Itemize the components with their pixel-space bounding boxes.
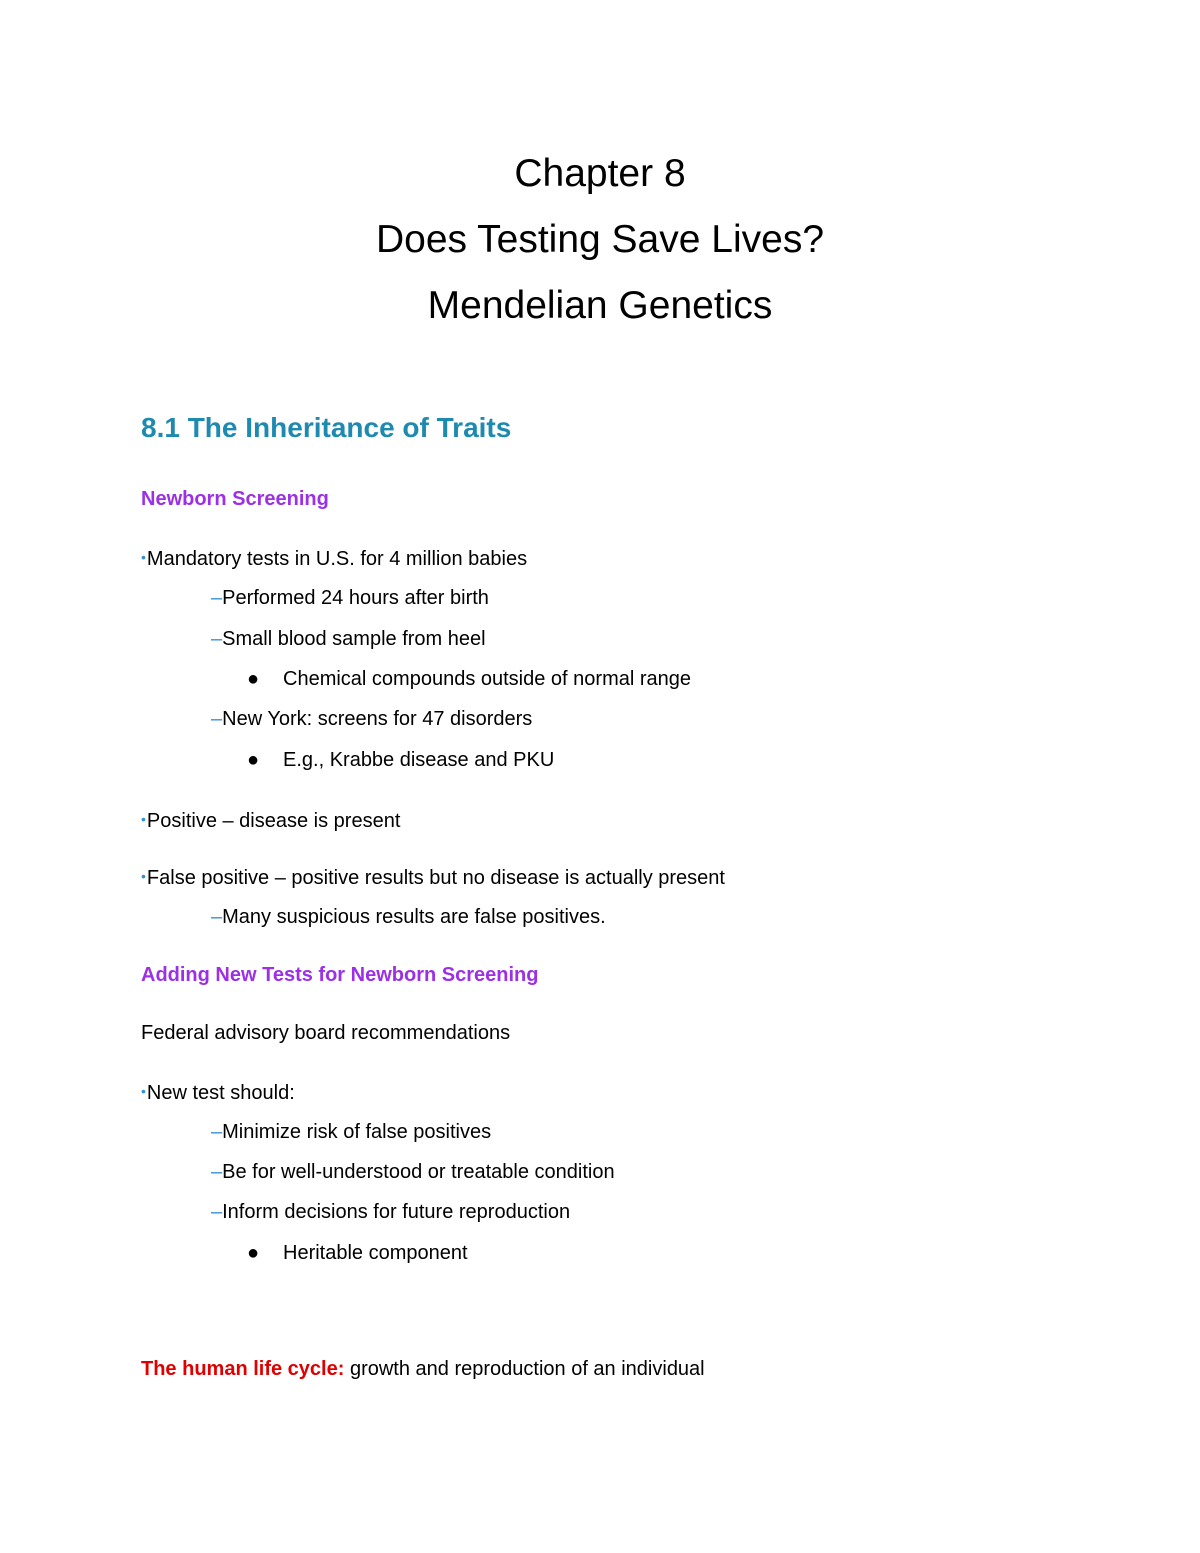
- list-item: •Positive – disease is present: [141, 810, 401, 832]
- newborn-screening-heading: Newborn Screening: [141, 488, 329, 510]
- list-item: •Mandatory tests in U.S. for 4 million babies: [141, 548, 528, 570]
- list-item: •New test should:: [141, 1082, 295, 1104]
- dash-marker: –: [211, 1201, 223, 1223]
- list-item: –Performed 24 hours after birth: [211, 587, 489, 609]
- bullet-marker: •: [141, 868, 146, 884]
- adding-tests-heading: Adding New Tests for Newborn Screening: [141, 964, 539, 986]
- chapter-topic: Mendelian Genetics: [427, 284, 773, 327]
- section-heading: 8.1 The Inheritance of Traits: [141, 412, 512, 443]
- list-item: ● Chemical compounds outside of normal range: [247, 668, 691, 690]
- list-item: –Be for well-understood or treatable condition: [211, 1161, 615, 1183]
- bullet-dot: ●: [247, 1242, 260, 1264]
- paragraph: Federal advisory board recommendations: [141, 1022, 511, 1044]
- list-item: –Many suspicious results are false positives.: [211, 906, 606, 928]
- list-item: –New York: screens for 47 disorders: [211, 708, 533, 730]
- dash-marker: –: [211, 1121, 223, 1143]
- dash-marker: –: [211, 1161, 223, 1183]
- life-cycle-text: growth and reproduction of an individual: [344, 1358, 705, 1380]
- list-item: ● E.g., Krabbe disease and PKU: [247, 749, 555, 771]
- dash-marker: –: [211, 587, 223, 609]
- list-item: –Inform decisions for future reproduction: [211, 1201, 571, 1223]
- bullet-marker: •: [141, 1083, 146, 1099]
- chapter-title: Chapter 8: [514, 152, 686, 195]
- life-cycle-term: The human life cycle:: [141, 1358, 345, 1380]
- chapter-subtitle: Does Testing Save Lives?: [375, 218, 825, 261]
- dash-marker: –: [211, 906, 223, 928]
- bullet-dot: ●: [247, 749, 260, 771]
- life-cycle-definition: [141, 1356, 705, 1382]
- bullet-marker: •: [141, 549, 146, 565]
- dash-marker: –: [211, 628, 223, 650]
- list-item: –Minimize risk of false positives: [211, 1121, 492, 1143]
- list-item: •False positive – positive results but no disease is actually present: [141, 867, 725, 889]
- list-item: –Small blood sample from heel: [211, 628, 486, 650]
- list-item: ● Heritable component: [247, 1242, 468, 1264]
- bullet-marker: •: [141, 811, 146, 827]
- bullet-dot: ●: [247, 668, 260, 690]
- dash-marker: –: [211, 708, 223, 730]
